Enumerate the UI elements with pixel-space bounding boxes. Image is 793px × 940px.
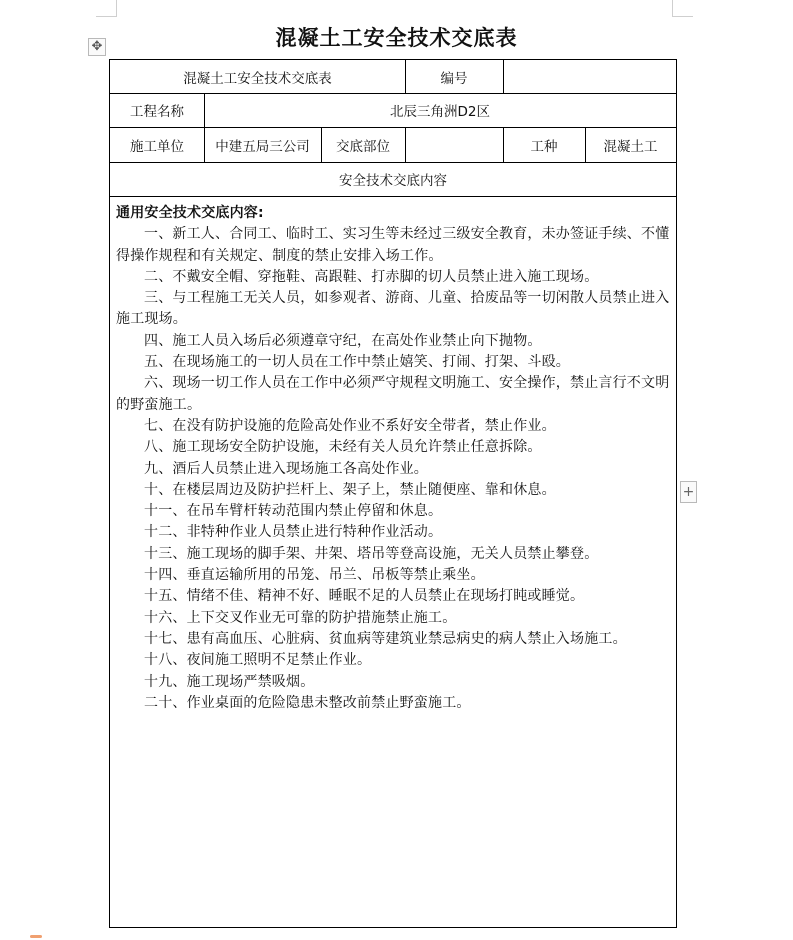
content-heading: 通用安全技术交底内容: <box>116 205 264 221</box>
content-item: 二十、作业桌面的危险隐患未整改前禁止野蛮施工。 <box>144 694 471 711</box>
content-item: 十六、上下交叉作业无可靠的防护措施禁止施工。 <box>144 609 457 626</box>
add-row-icon[interactable]: + <box>680 481 697 503</box>
project-name-value-cell[interactable]: 北辰三角洲D2区 <box>390 104 490 120</box>
content-item: 十一、在吊车臂杆转动范围内禁止停留和休息。 <box>144 503 443 520</box>
safety-briefing-table <box>109 59 677 928</box>
construction-unit-label-cell: 施工单位 <box>130 138 184 155</box>
content-item: 十三、施工现场的脚手架、井架、塔吊等登高设施，无关人员禁止攀登。 <box>144 545 599 562</box>
content-item: 十二、非特种作业人员禁止进行特种作业活动。 <box>144 524 443 541</box>
project-name-label-cell: 工程名称 <box>130 104 184 120</box>
content-item: 七、在没有防护设施的危险高处作业不系好安全带者，禁止作业。 <box>144 417 556 434</box>
table-move-handle-icon[interactable]: ✥ <box>88 38 106 56</box>
trade-label-cell: 工种 <box>530 138 558 155</box>
content-item: 十四、垂直运输所用的吊笼、吊兰、吊板等禁止乘坐。 <box>144 567 485 584</box>
page-corner-mark-left <box>96 0 117 17</box>
content-item: 一、新工人、合同工、临时工、实习生等未经过三级安全教育，未办签证手续、不懂得操作规程和有关规定、制度的禁止安排入场工作。 <box>116 226 670 264</box>
content-item: 八、施工现场安全防护设施，未经有关人员允许禁止任意拆除。 <box>144 439 542 456</box>
content-item: 三、与工程施工无关人员，如参观者、游商、儿童、拾废品等一切闲散人员禁止进入施工现场。 <box>116 290 670 328</box>
form-name-cell: 混凝土工安全技术交底表 <box>183 70 332 87</box>
content-item: 五、在现场施工的一切人员在工作中禁止嬉笑、打闹、打架、斗殴。 <box>144 354 570 371</box>
page-corner-mark-right <box>672 0 693 17</box>
content-item: 十、在楼层周边及防护拦杆上、架子上，禁止随便座、靠和休息。 <box>144 481 556 498</box>
content-item: 十五、情绪不佳、精神不好、睡眠不足的人员禁止在现场打盹或睡觉。 <box>144 588 585 605</box>
content-item: 九、酒后人员禁止进入现场施工各高处作业。 <box>144 460 428 477</box>
content-item: 二、不戴安全帽、穿拖鞋、高跟鞋、打赤脚的切人员禁止进入施工现场。 <box>144 268 599 285</box>
content-header-cell: 安全技术交底内容 <box>339 173 447 189</box>
document-title: 混凝土工安全技术交底表 <box>275 25 518 50</box>
trade-value-cell[interactable]: 混凝土工 <box>603 138 658 155</box>
cursor-mark <box>30 935 42 938</box>
briefing-content[interactable] <box>116 203 674 714</box>
briefing-part-value-cell[interactable] <box>405 127 503 162</box>
content-item: 四、施工人员入场后必须遵章守纪，在高处作业禁止向下抛物。 <box>144 332 542 349</box>
content-item: 六、现场一切工作人员在工作中必须严守规程文明施工、安全操作，禁止言行不文明的野蛮施工。 <box>116 375 670 413</box>
number-label-cell: 编号 <box>440 70 468 87</box>
row-divider <box>110 196 676 197</box>
content-item: 十九、施工现场严禁吸烟。 <box>144 673 315 690</box>
briefing-part-label-cell: 交底部位 <box>336 138 390 155</box>
number-value-cell[interactable] <box>503 60 676 93</box>
content-item: 十八、夜间施工照明不足禁止作业。 <box>144 652 372 669</box>
content-item: 十七、患有高血压、心脏病、贫血病等建筑业禁忌病史的病人禁止入场施工。 <box>144 630 627 647</box>
construction-unit-value-cell[interactable]: 中建五局三公司 <box>215 138 310 155</box>
